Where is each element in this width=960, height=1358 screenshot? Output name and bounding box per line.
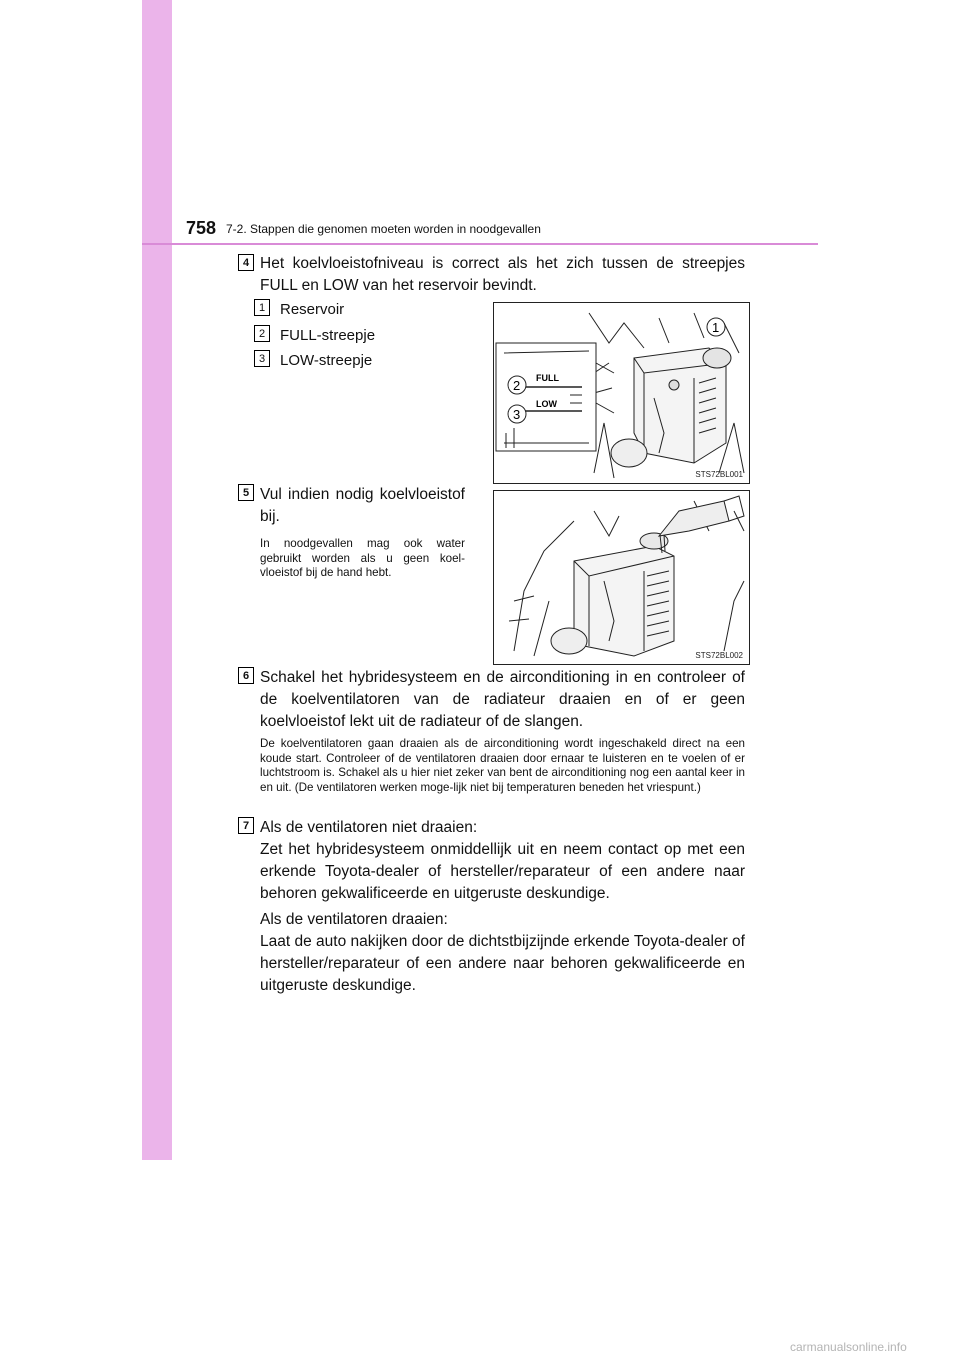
step-7-heading-1: Als de ventilatoren niet draaien:: [260, 819, 478, 836]
step-7-para-2: [260, 909, 745, 997]
step-6-note: De koelventilatoren gaan draaien als de airconditioning wordt ingeschakeld direct na een koude start. Controleer of de ventilatoren draaien door ernaar te luisteren en te voelen of er luchtstroom is. Schakel als u hier niet zeker van bent de airconditioning nog een aantal keer in en uit. (De ventilatoren werken moge-lijk niet bij temperaturen beneden het vriespunt.): [260, 737, 745, 794]
chapter-sidebar-tab: [142, 0, 172, 1160]
low-mark-label: LOW: [536, 399, 557, 409]
step-5-text: Vul indien nodig koelvloeistof bij.: [260, 486, 465, 525]
callout-3: 3: [513, 407, 521, 422]
step-7-text-2: Laat de auto nakijken door de dichtstbijzijnde erkende Toyota-dealer of hersteller/reparateur of een andere naar behoren gekwalificeerde en uitgeruste deskundige.: [260, 933, 745, 994]
item-label-low: LOW-streepje: [280, 352, 373, 369]
full-mark-label: FULL: [536, 373, 559, 383]
callout-2: 2: [513, 378, 521, 393]
watermark: carmanualsonline.info: [790, 1340, 907, 1354]
step-5-note: In noodgevallen mag ook water gebruikt worden als u geen koel-vloeistof bij de hand hebt.: [260, 537, 465, 580]
step-badge-4: 4: [238, 254, 254, 271]
page-number: 758: [186, 218, 217, 238]
step-7-para-1: [260, 817, 745, 905]
step-7-heading-2: Als de ventilatoren draaien:: [260, 911, 448, 928]
figure-coolant-reservoir: [493, 302, 750, 484]
step-badge-6: 6: [238, 667, 254, 684]
callout-1: 1: [712, 320, 720, 335]
item-badge-2: 2: [254, 325, 270, 342]
header-divider: [142, 243, 818, 245]
step-6-text: Schakel het hybridesysteem en de airconditioning in en controleer of de koelventilatoren van de radiateur draaien en of er geen koelvloeistof lekt uit de radiateur of de slangen.: [260, 669, 745, 730]
reservoir-illustration: [494, 303, 749, 483]
item-label-reservoir: Reservoir: [280, 301, 345, 318]
refill-illustration: [494, 491, 749, 664]
step-7-text-1: Zet het hybridesysteem onmiddellijk uit en neem contact op met een erkende Toyota-dealer of hersteller/reparateur of een andere naar behoren gekwalificeerde en uitgeruste deskundige.: [260, 841, 745, 902]
item-badge-1: 1: [254, 299, 270, 316]
figure-code-2: STS72BL002: [695, 651, 743, 660]
item-badge-3: 3: [254, 350, 270, 367]
chapter-title: 7-2. Stappen die genomen moeten worden in noodgevallen: [226, 222, 541, 236]
figure-code-1: STS72BL001: [695, 470, 743, 479]
item-label-full: FULL-streepje: [280, 327, 376, 344]
step-4-text: Het koelvloeistofniveau is correct als het zich tussen de streepjes FULL en LOW van het reservoir bevindt.: [260, 255, 745, 294]
figure-refill-coolant: [493, 490, 750, 665]
step-badge-7: 7: [238, 817, 254, 834]
step-badge-5: 5: [238, 484, 254, 501]
